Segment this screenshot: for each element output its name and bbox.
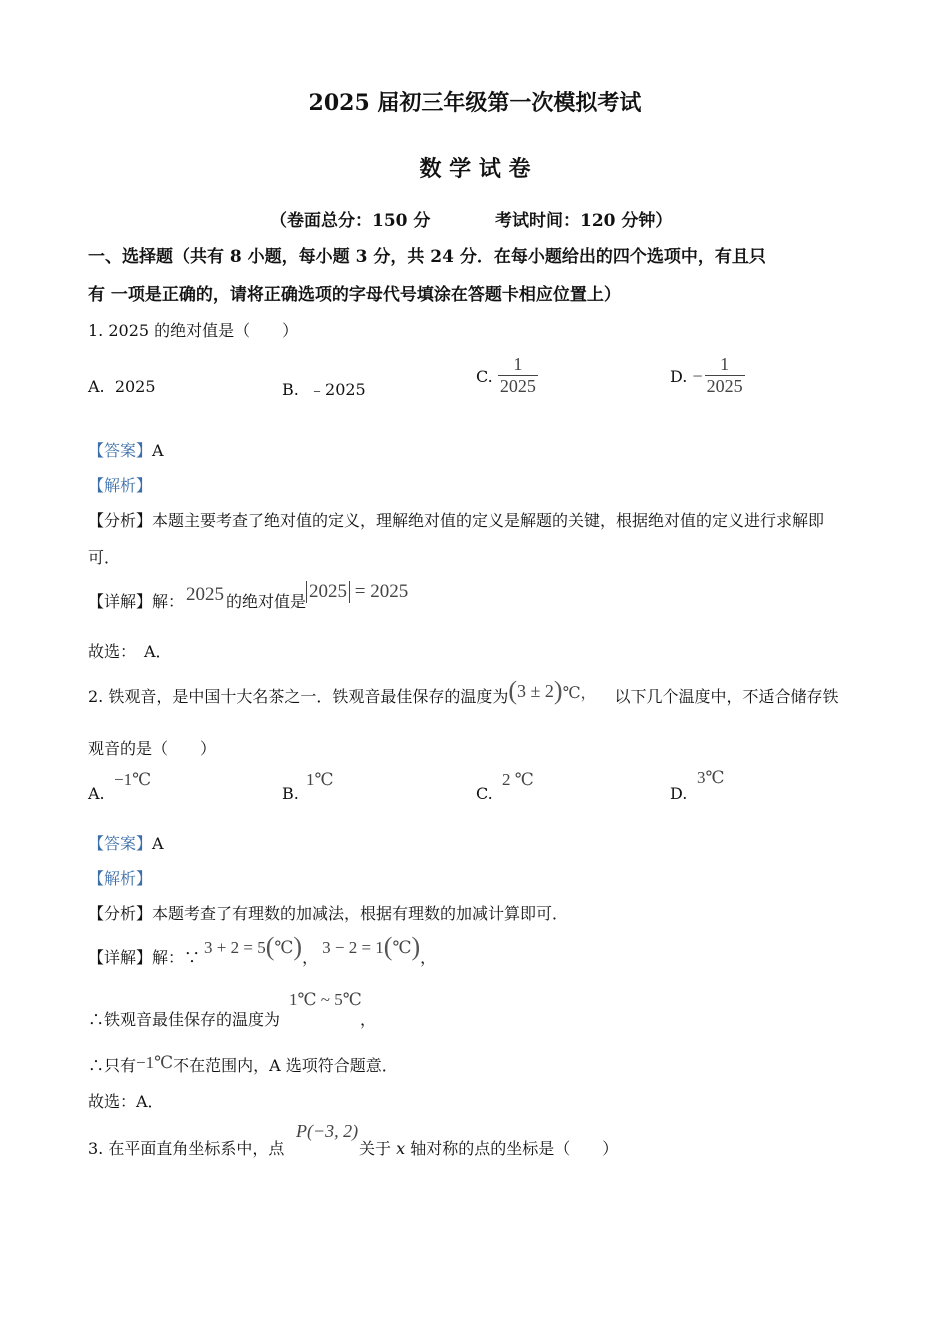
q1-analysis-tag: 【解析】 <box>88 476 153 495</box>
q3-stem-prefix: 3. 在平面直角坐标系中，点 <box>88 1139 285 1158</box>
q2-option-a-label: A. <box>88 784 105 803</box>
q2-option-a-value: −1℃ <box>114 770 152 789</box>
q1-option-d: D. − $\frac{1}{2025}$ <box>670 354 743 396</box>
q2-analysis-tag: 【解析】 <box>88 869 153 888</box>
time-info: 考试时间：120 分钟） <box>495 211 673 231</box>
q1-analysis-cont: 可． <box>88 548 121 567</box>
q2-stem-cont: 观音的是（ ） <box>88 739 217 758</box>
q2-stem: 2. 铁观音，是中国十大名茶之一．铁观音最佳保存的温度为 (3 ± 2) ℃， 以下几个温度中，不适合储存铁 <box>88 676 839 706</box>
score-info: （卷面总分：150 分 <box>270 211 431 231</box>
q1-choose: 故选： A． <box>88 642 172 661</box>
exam-title: 2025 届初三年级第一次模拟考试 <box>308 90 642 116</box>
q2-option-c-label: C. <box>476 784 493 803</box>
q2-choose: 故选：A． <box>88 1092 164 1111</box>
q1-answer: 【答案】A <box>88 441 164 460</box>
q1-option-a: A. 2025 <box>88 377 156 396</box>
fraction: $\frac{1}{2025}$ <box>706 354 743 396</box>
q2-detail: 【详解】 解：∵ 3 + 2 = 5(℃) ， 3 − 2 = 1(℃) ， <box>88 932 437 967</box>
q3-stem-rest: 关于 x 轴对称的点的坐标是（ ） <box>359 1139 619 1158</box>
section-heading-line2: 有 一项是正确的，请将正确选项的字母代号填涂在答题卡相应位置上） <box>88 285 621 305</box>
q2-line3: ∴只有 −1℃ 不在范围内，A 选项符合题意． <box>88 1053 398 1075</box>
q2-answer: 【答案】A <box>88 834 164 853</box>
q3-point: P(−3, 2) <box>296 1121 359 1141</box>
q1-option-c: C. $\frac{1}{2025}$ <box>476 354 536 396</box>
q2-option-d-value: 3℃ <box>697 768 725 787</box>
q1-detail: 【详解】 解： 2025 的绝对值是 2025 = 2025 <box>88 581 409 611</box>
fraction: $\frac{1}{2025}$ <box>499 354 536 396</box>
q2-line2: ∴铁观音最佳保存的温度为 <box>88 1010 281 1029</box>
q2-option-b-value: 1℃ <box>306 770 334 789</box>
q2-option-c-value: 2 ℃ <box>502 770 534 789</box>
subject-title: 数 学 试 卷 <box>419 156 531 182</box>
q1-option-b: B. ﹣2025 <box>282 380 366 399</box>
q1-analysis: 【分析】本题主要考查了绝对值的定义，理解绝对值的定义是解题的关键，根据绝对值的定义进行求解即 <box>88 511 825 530</box>
section-heading-line1: 一、选择题（共有 8 小题，每小题 3 分，共 24 分．在每小题给出的四个选项中，有且只 <box>88 247 766 267</box>
q2-option-d-label: D. <box>670 784 688 803</box>
q1-stem: 1. 2025 的绝对值是（ ） <box>88 321 299 340</box>
q2-line2-end: ， <box>360 1010 377 1029</box>
q2-option-b-label: B. <box>282 784 299 803</box>
q2-analysis: 【分析】本题考查了有理数的加减法，根据有理数的加减计算即可． <box>88 904 569 923</box>
q2-line2-math: 1℃ ~ 5℃ <box>289 990 362 1009</box>
